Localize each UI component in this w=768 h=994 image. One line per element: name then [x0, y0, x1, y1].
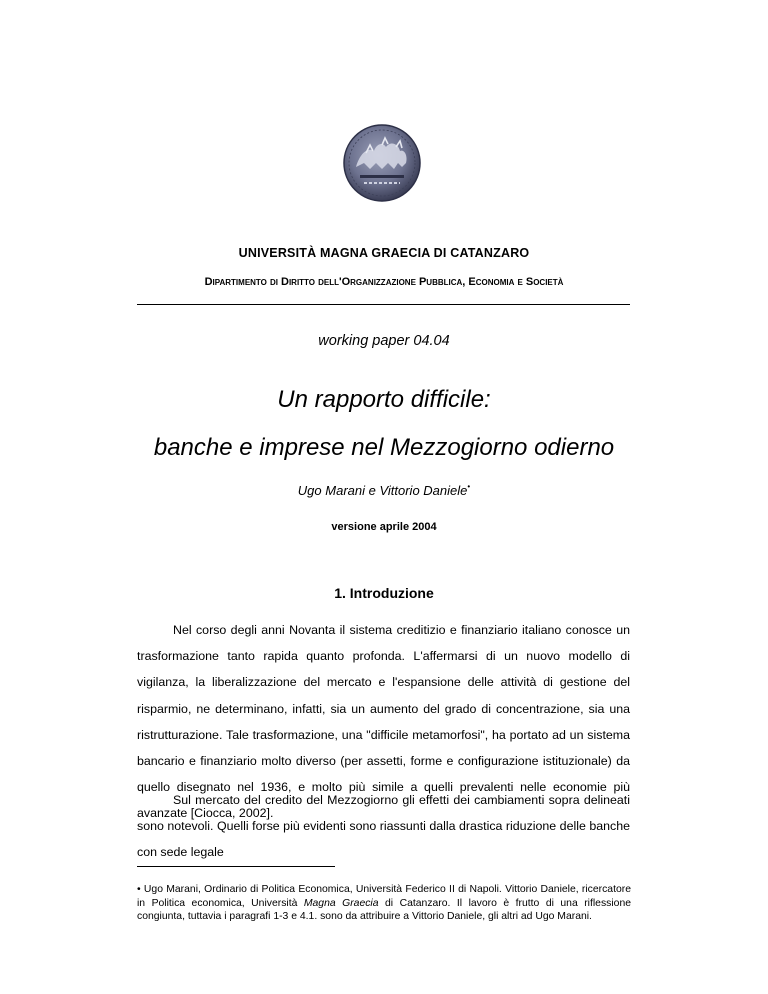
header-rule — [137, 304, 630, 305]
footnote — [137, 883, 631, 924]
paragraph — [137, 787, 630, 866]
footnote-text-end: di Catanzaro. Il lavoro è frutto di una riflessione congiunta, tuttavia i paragrafi 1-3 e 4.1. sono da attribuire a Vittorio Daniele, gli altri ad Ugo Marani. — [137, 897, 631, 923]
title-line-1: Un rapporto difficile: — [277, 386, 491, 413]
coin-seal-icon — [342, 123, 422, 203]
authors-names: Ugo Marani e Vittorio Daniele — [297, 483, 468, 498]
title-line-2: banche e imprese nel Mezzogiorno odierno — [153, 434, 615, 461]
section-heading: 1. Introduzione — [334, 585, 434, 601]
footnote-italic: Magna Graecia — [303, 897, 379, 909]
department-name: Dipartimento di Diritto dell'Organizzazione Pubblica, Economia e Società — [204, 276, 564, 288]
footnote-text: Ugo Marani, Ordinario di Politica Economica, Università Federico II di Napoli. Vittorio Daniele, ricercatore in Politica economica, Università — [137, 884, 631, 909]
authors — [0, 482, 768, 498]
paragraph-text: Sul mercato del credito del Mezzogiorno gli effetti dei cambiamenti sopra delineati sono notevoli. Quelli forse più evidenti sono riassunti dalla drastica riduzione delle banche con sede legale — [137, 793, 630, 860]
footnote-marker: • — [467, 482, 471, 491]
working-paper-label: working paper 04.04 — [318, 333, 450, 349]
footnote-rule — [137, 866, 335, 867]
footnote-marker: • — [137, 884, 141, 895]
university-name: UNIVERSITÀ MAGNA GRAECIA DI CATANZARO — [238, 246, 530, 260]
paragraph-text: Nel corso degli anni Novanta il sistema creditizio e finanziario italiano conosce un trasformazione tanto rapida quanto profonda. L'affermarsi di un nuovo modello di vigilanza, la liberalizzazione del mercato e l'espansione delle attività di gestione del risparmio, ne determinano, infatti, sia un aumento del grado di concentrazione, sia una ristrutturazione. Tale trasformazione, una "difficile metamorfosi", ha portato ad un sistema bancario e finanziario molto diverso (per assetti, forme e configurazione istituzionale) da quello disegnato nel 1936, e molto più simile a quelli prevalenti nelle economie più avanzate [Ciocca, 2002]. — [137, 623, 630, 821]
version-date: versione aprile 2004 — [331, 521, 437, 533]
